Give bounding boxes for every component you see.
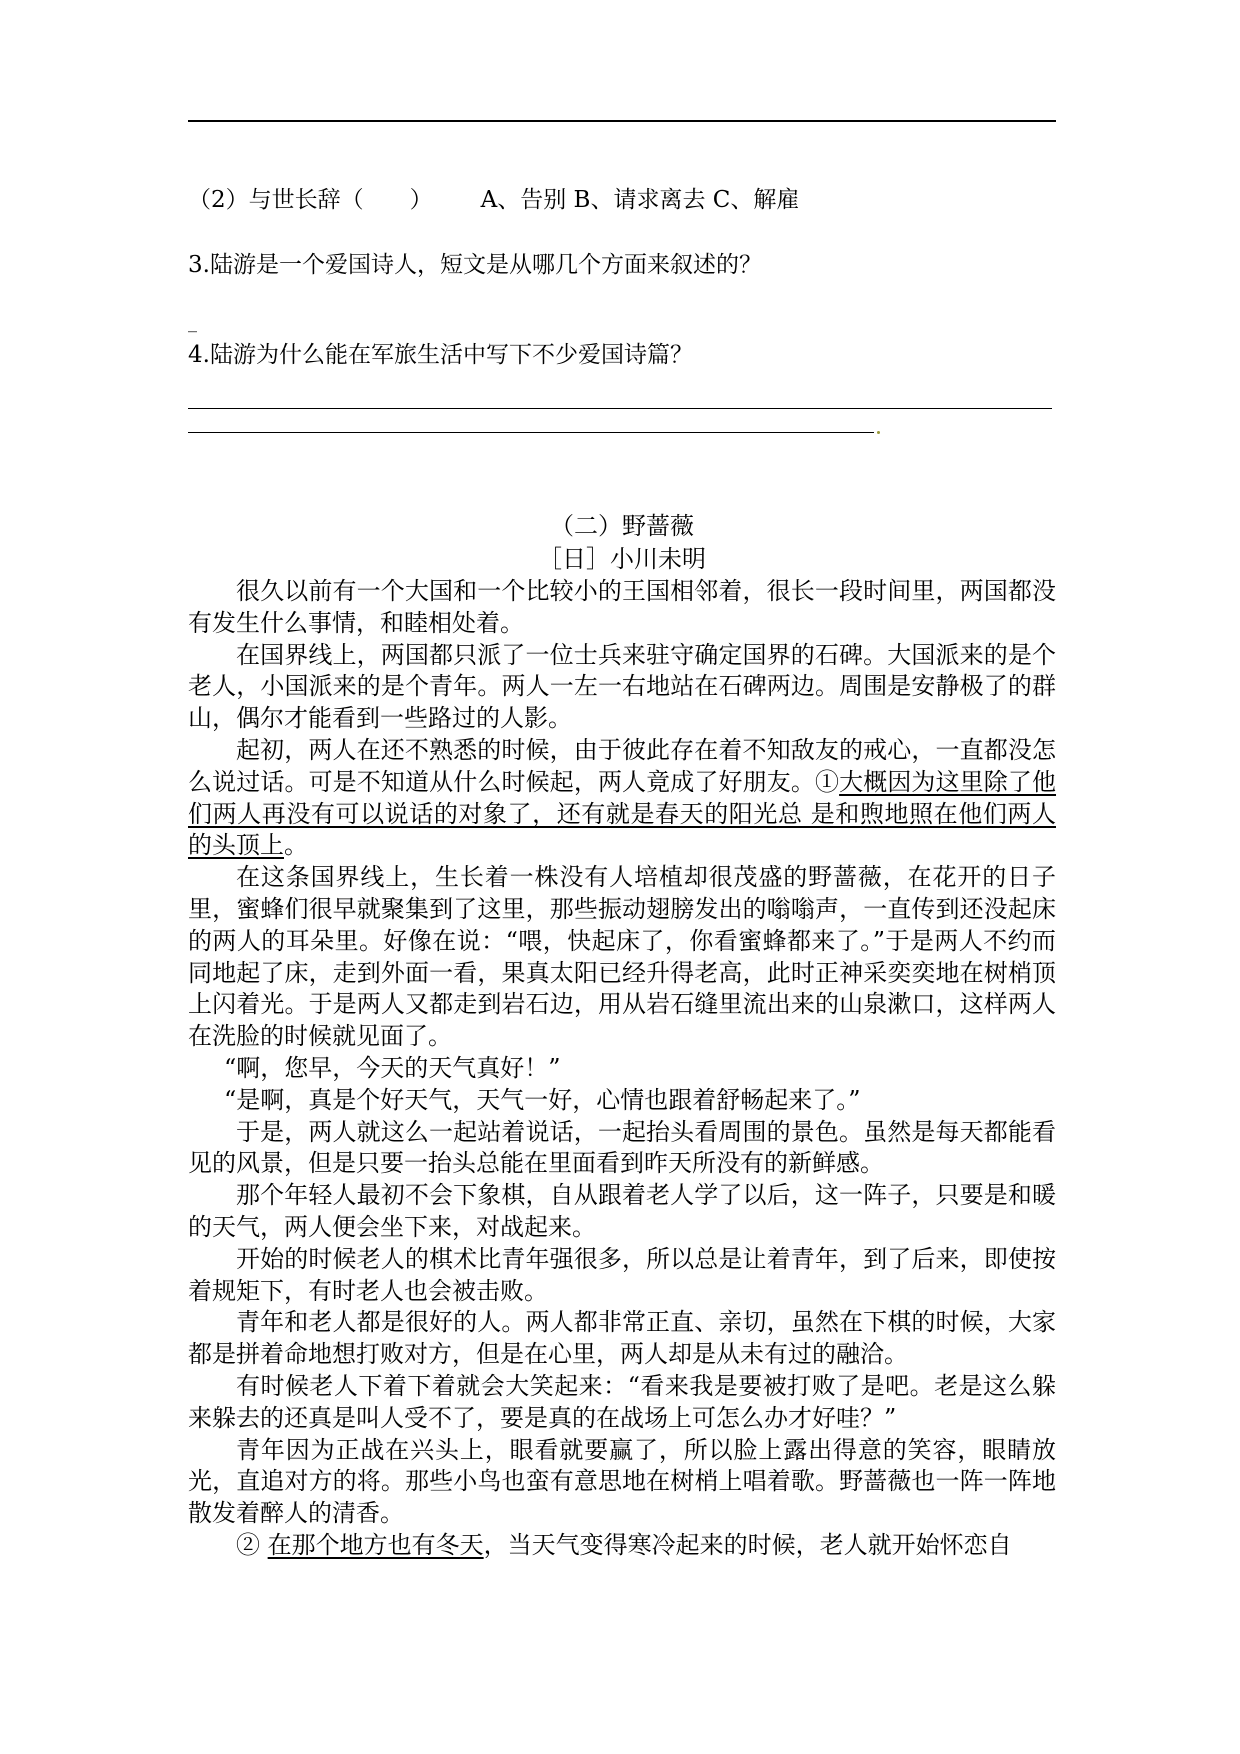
answer-line[interactable] [188,432,874,433]
story-paragraph: 青年和老人都是很好的人。两人都非常正直、亲切，虽然在下棋的时候，大家都是拼着命地想打败对方，但是在心里，两人却是从未有过的融洽。 [188,1308,1056,1369]
answer-blank[interactable]: ） [363,187,433,213]
underlined-sentence-2: 在那个地方也有冬天 [267,1530,484,1559]
underlined-sentence-1: 大概因为这里除了他们两人再没有可以说话的对象了，还有就是春天的阳光总 是和煦地照在他们两人的头顶上 [188,767,1057,860]
question-3: 3.陆游是一个爱国诗人，短文是从哪几个方面来叙述的？ [188,252,762,278]
question-3-answer-mark: _ [188,312,197,333]
story-paragraph: ② 在那个地方也有冬天，当天气变得寒冷起来的时候，老人就开始怀恋自 [236,1530,1012,1559]
story-paragraph: 在国界线上，两国都只派了一位士兵来驻守确定国界的石碑。大国派来的是个老人，小国派来的是个青年。两人一左一右地站在石碑两边。周围是安静极了的群山，偶尔才能看到一些路过的人影。 [188,640,1056,733]
story-paragraph: 起初，两人在还不熟悉的时候，由于彼此存在着不知敌友的戒心，一直都没怎么说过话。可是不知道从什么时候起，两人竟成了好朋友。①大概因为这里除了他们两人再没有可以说话的对象了，还有就是春天的阳光总 是和煦地照在他们两人的头顶上。 [188,735,1057,860]
dialogue-line: “啊，您早，今天的天气真好！” [224,1053,561,1082]
story-title: （二）野蔷薇 [550,512,694,540]
question-2-options: A、告别 B、请求离去 C、解雇 [480,187,800,213]
question-2-label: （2）与世长辞（ [188,187,364,213]
story-paragraph: 于是，两人就这么一起站着说话，一起抬头看周围的景色。虽然是每天都能看见的风景，但是只要一抬头总能在里面看到昨天所没有的新鲜感。 [188,1117,1056,1178]
question-2-sub-item [188,185,799,215]
story-body [188,576,1056,1562]
stray-dot [877,431,880,434]
story-paragraph: 青年因为正战在兴头上，眼看就要赢了，所以脸上露出得意的笑容，眼睛放光，直追对方的将。那些小鸟也蛮有意思地在树梢上唱着歌。野蔷薇也一阵一阵地散发着醉人的清香。 [188,1435,1056,1528]
question-4: 4.陆游为什么能在军旅生活中写下不少爱国诗篇？ [188,342,693,368]
story-paragraph: 有时候老人下着下着就会大笑起来：“看来我是要被打败了是吧。老是这么躲来躲去的还真是叫人受不了，要是真的在战场上可怎么办才好哇？” [188,1371,1056,1432]
dialogue-line: “是啊，真是个好天气，天气一好，心情也跟着舒畅起来了。” [224,1085,861,1114]
top-divider [188,120,1056,122]
story-paragraph: 开始的时候老人的棋术比青年强很多，所以总是让着青年，到了后来，即使按着规矩下，有时老人也会被击败。 [188,1244,1056,1305]
story-paragraph: 那个年轻人最初不会下象棋，自从跟着老人学了以后，这一阵子，只要是和暖的天气，两人便会坐下来，对战起来。 [188,1181,1056,1241]
answer-line[interactable] [188,408,1052,409]
story-paragraph: 很久以前有一个大国和一个比较小的王国相邻着，很长一段时间里，两国都没有发生什么事情，和睦相处着。 [188,577,1056,637]
story-paragraph: 在这条国界线上，生长着一株没有人培植却很茂盛的野蔷薇，在花开的日子里，蜜蜂们很早就聚集到了这里，那些振动翅膀发出的嗡嗡声，一直传到还没起床的两人的耳朵里。好像在说：“喂，快起床了，你看蜜蜂都来了。”于是两人不约而同地起了床，走到外面一看，果真太阳已经升得老高，此时正神采奕奕地在树梢顶上闪着光。于是两人又都走到岩石边，用从岩石缝里流出来的山泉漱口，这样两人在洗脸的时候就见面了。 [188,863,1056,1051]
story-author: ［日］小川未明 [538,545,706,573]
